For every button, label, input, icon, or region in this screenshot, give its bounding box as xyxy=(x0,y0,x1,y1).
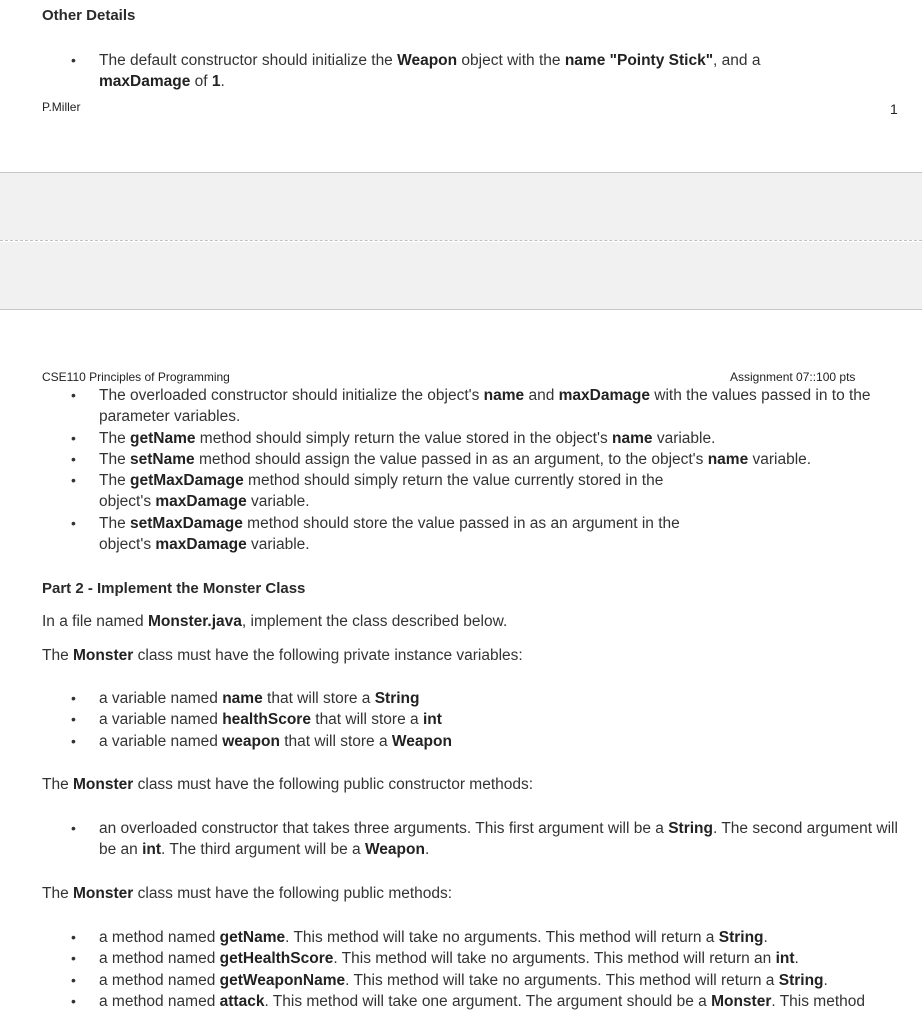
list-item: • The overloaded constructor should initialize the object's name and maxDamage with the values passed in to the parameter variables. xyxy=(42,385,910,428)
list-item: • a method named getWeaponName. This method will take no arguments. This method will return a String. xyxy=(42,970,910,991)
header-assignment: Assignment 07::100 pts xyxy=(730,370,856,384)
list-item: • a method named getHealthScore. This method will take no arguments. This method will return an int. xyxy=(42,948,910,969)
instance-vars-list xyxy=(42,688,910,752)
part2-heading: Part 2 - Implement the Monster Class xyxy=(42,580,306,597)
list-item: • a variable named weapon that will store a Weapon xyxy=(42,731,910,752)
section-heading-other-details: Other Details xyxy=(42,7,136,24)
list-item: • a method named attack. This method will take one argument. The argument should be a Monster. This method xyxy=(42,991,910,1012)
vars-intro: The Monster class must have the following private instance variables: xyxy=(42,647,523,664)
file-instruction: In a file named Monster.java, implement the class described below. xyxy=(42,613,508,630)
page-break-line xyxy=(0,240,922,241)
list-item: • an overloaded constructor that takes three arguments. This first argument will be a String. The second argument will be an int. The third argument will be a Weapon. xyxy=(42,818,910,861)
list-item: • The setName method should assign the value passed in as an argument, to the object's name variable. xyxy=(42,449,910,470)
other-details-list xyxy=(42,50,802,93)
list-item: • The getMaxDamage method should simply return the value currently stored in the object's maxDamage variable. xyxy=(42,470,699,513)
list-item: • a method named getName. This method will take no arguments. This method will return a String. xyxy=(42,927,910,948)
weapon-methods-list xyxy=(42,385,910,555)
list-item: • a variable named name that will store a String xyxy=(42,688,910,709)
footer-page-number: 1 xyxy=(890,101,898,117)
constructor-list xyxy=(42,818,910,861)
list-item: • The setMaxDamage method should store the value passed in as an argument in the object's maxDamage variable. xyxy=(42,513,699,556)
list-item: • a variable named healthScore that will store a int xyxy=(42,709,910,730)
methods-intro: The Monster class must have the following public methods: xyxy=(42,885,453,902)
ctor-intro: The Monster class must have the following public constructor methods: xyxy=(42,776,534,793)
footer-author: P.Miller xyxy=(42,100,81,114)
page-separator-bottom xyxy=(0,242,922,310)
public-methods-list xyxy=(42,927,910,1012)
page-separator-top xyxy=(0,172,922,240)
list-item: • The getName method should simply return the value stored in the object's name variable. xyxy=(42,428,910,449)
header-course: CSE110 Principles of Programming xyxy=(42,370,230,384)
list-item: • The default constructor should initialize the Weapon object with the name "Pointy Stick", and a maxDamage of 1. xyxy=(42,50,802,93)
